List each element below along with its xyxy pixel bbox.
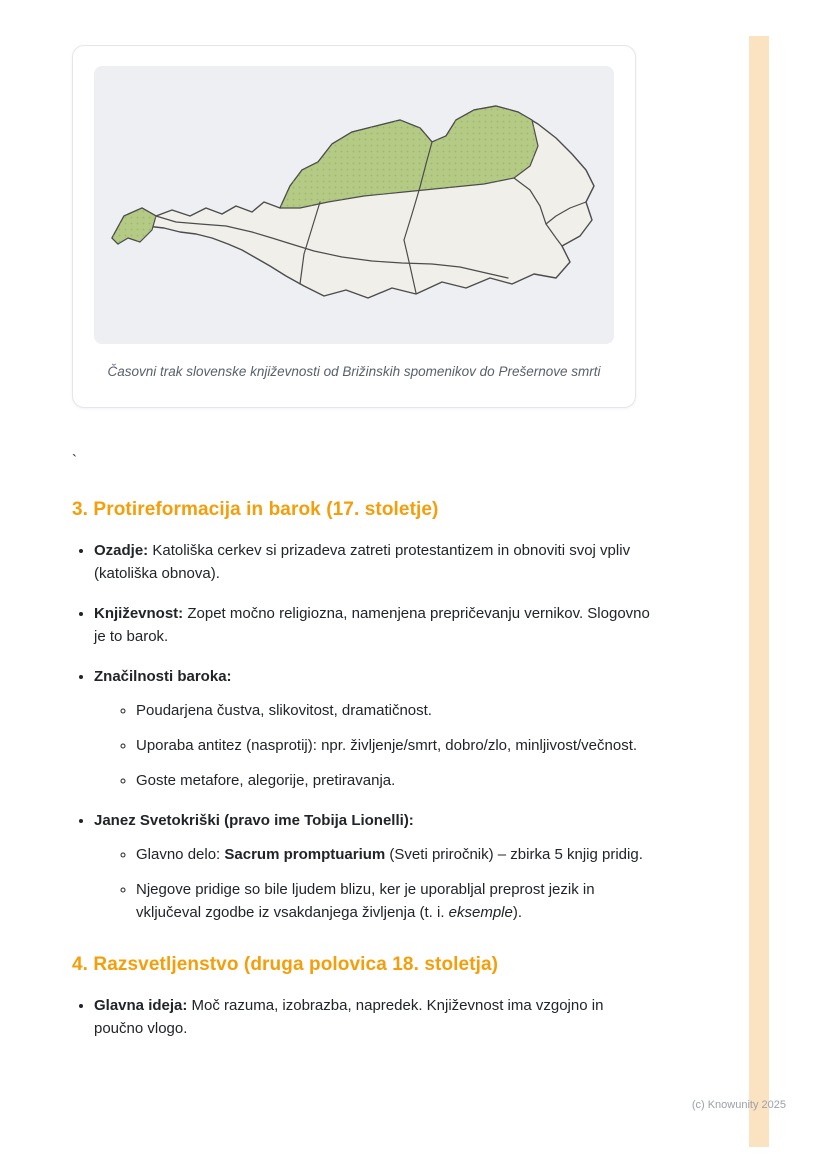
watermark: (c) Knowunity 2025 [691, 1099, 786, 1111]
text-segment: Moč razuma, izobrazba, napredek. Književnost ima vzgojno in poučno vlogo. [94, 996, 604, 1037]
figure-caption: Časovni trak slovenske književnosti od Brižinskih spomenikov do Prešernove smrti [107, 364, 601, 379]
text-segment: Njegove pridige so bile ljudem blizu, ker je uporabljal preprost jezik in vključeval zgodbe iz vsakdanjega življenja (t. i. [136, 880, 595, 921]
figure-card [72, 45, 636, 408]
bullet-list [72, 539, 656, 924]
text-segment: Književnost: [94, 604, 184, 622]
sub-list-item [136, 878, 656, 924]
sub-bullet-list [94, 843, 656, 924]
text-segment: Goste metafore, alegorije, pretiravanja. [136, 771, 396, 789]
text-segment: Sacrum promptuarium [224, 845, 386, 863]
sub-list-item [136, 843, 656, 866]
page-edge-strip [749, 36, 769, 1147]
text-segment: Uporaba antitez (nasprotij): npr. življenje/smrt, dobro/zlo, minljivost/večnost. [136, 736, 638, 754]
sections [72, 499, 656, 1040]
text-segment: eksemple [448, 903, 513, 921]
text-segment: Glavna ideja: [94, 996, 188, 1014]
text-segment: Katoliška cerkev si prizadeva zatreti protestantizem in obnoviti svoj vpliv (katoliška obnova). [94, 541, 631, 582]
text-segment: Glavno delo: [136, 845, 225, 863]
section-heading: 3. Protireformacija in barok (17. stoletje) [72, 498, 439, 520]
bullet-list [72, 994, 656, 1040]
austria-map [94, 66, 614, 344]
text-segment: Janez Svetokriški (pravo ime Tobija Lionelli): [94, 811, 414, 829]
highlight-region-west-texture [112, 208, 156, 244]
sub-list-item [136, 769, 656, 792]
text-segment: Poudarjena čustva, slikovitost, dramatičnost. [136, 701, 432, 719]
list-item [94, 809, 656, 924]
list-item [94, 539, 656, 585]
sub-list-item [136, 699, 656, 722]
text-segment: Ozadje: [94, 541, 149, 559]
list-item [94, 994, 656, 1040]
content-column [72, 0, 656, 1057]
text-segment: Zopet močno religiozna, namenjena prepričevanju vernikov. Slogovno je to barok. [94, 604, 650, 645]
text-segment: ). [512, 903, 523, 921]
map-panel [94, 66, 614, 344]
sub-list-item [136, 734, 656, 757]
text-segment: (Sveti priročnik) – zbirka 5 knjig pridig. [385, 845, 643, 863]
list-item [94, 665, 656, 792]
stray-backtick: ` [72, 451, 77, 469]
list-item [94, 602, 656, 648]
sub-bullet-list [94, 699, 656, 792]
text-segment: Značilnosti baroka: [94, 667, 232, 685]
section-heading: 4. Razsvetljenstvo (druga polovica 18. stoletja) [72, 953, 499, 975]
